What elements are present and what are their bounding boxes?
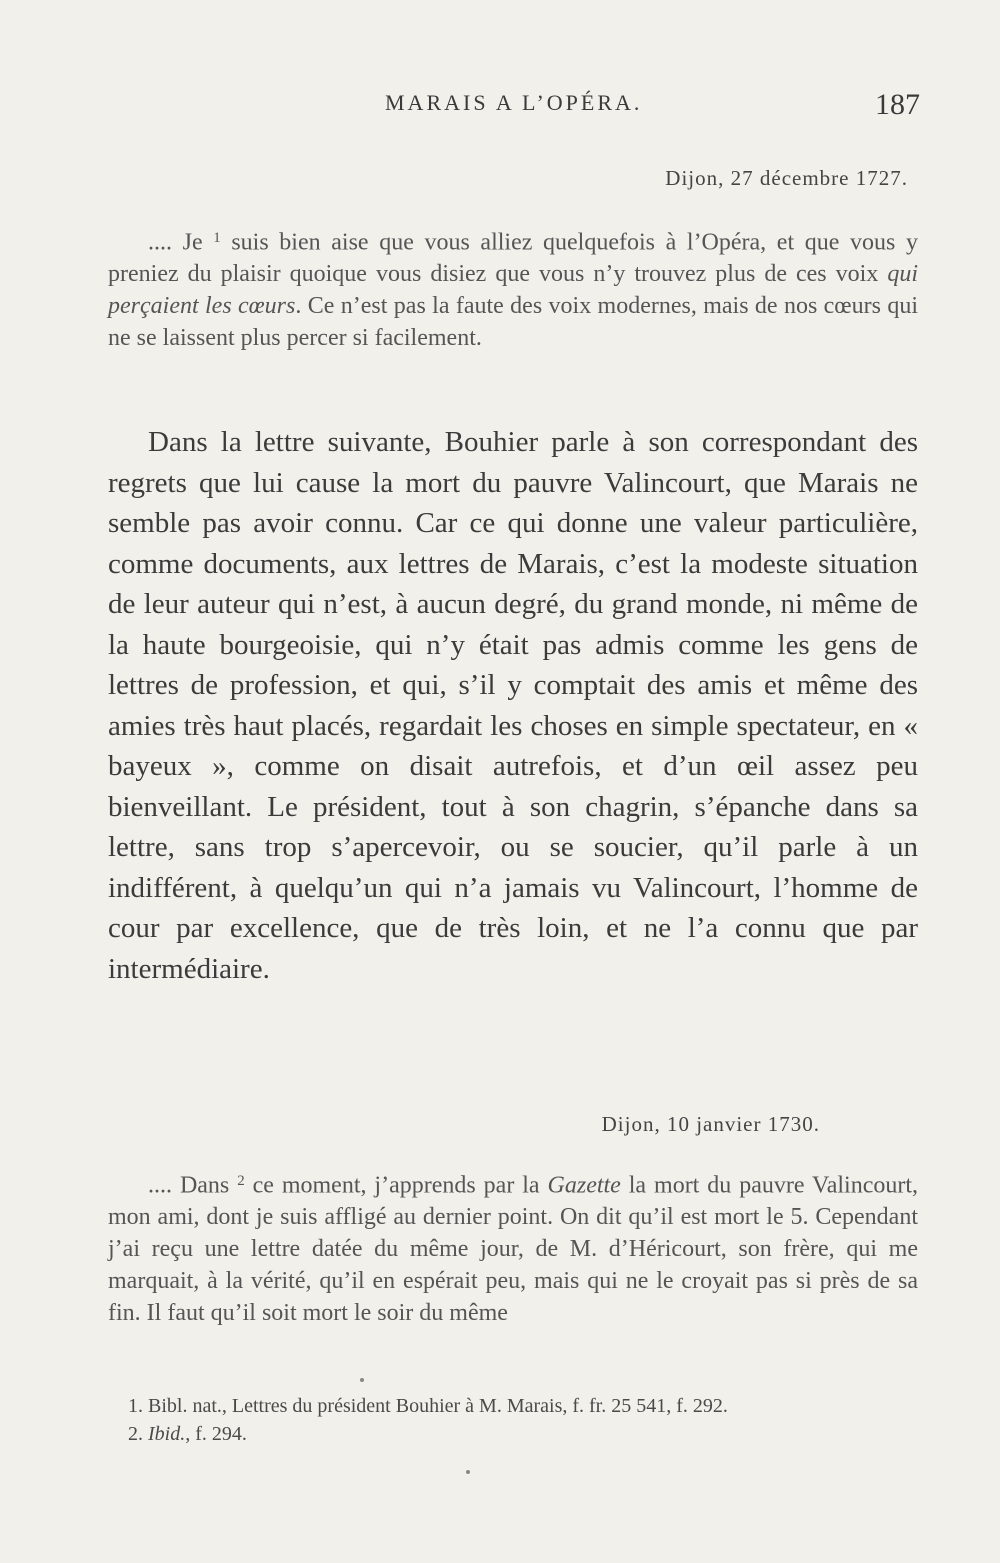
letter-lead: .... Je: [148, 229, 203, 256]
letter-excerpt: [108, 222, 918, 354]
body-paragraph: [108, 422, 918, 989]
paragraph-text: Dans la lettre suivante, Bouhier parle à son correspondant des regrets que lui cause la mort du pauvre Valincourt, que Marais ne semble pas avoir connu. Car ce qui donne une valeur particulière, comme documents, aux lettres de Marais, c’est la modeste situation de leur auteur qui n’est, à aucun degré, du grand monde, ni même de la haute bourgeoisie, qui n’y était pas admis comme les gens de lettres de profession, et qui, s’il y comptait des amis et même des amies très haut placés, regardait les choses en simple spectateur, en « bayeux », comme on disait autrefois, et d’un œil assez peu bienveillant. Le président, tout à son chagrin, s’épanche dans sa lettre, sans trop s’apercevoir, ou se soucier, qu’il parle à un indifférent, à quelqu’un qui n’a jamais vu Valincourt, l’homme de cour par excellence, que de très loin, et ne l’a connu que par intermédiaire.: [108, 426, 918, 985]
footnote-ref: 2: [237, 1173, 245, 1189]
ink-speck: [360, 1378, 364, 1382]
letter-dateline: Dijon, 27 décembre 1727.: [665, 166, 908, 190]
letter-excerpt: [108, 1165, 918, 1329]
gazette-title: Gazette: [547, 1172, 621, 1199]
footnote-number: 2.: [128, 1423, 143, 1445]
footnote-ref: 1: [213, 230, 221, 246]
letter-dateline: Dijon, 10 janvier 1730.: [601, 1112, 820, 1136]
page-header: [105, 88, 920, 128]
letter-quote: qui perçaient les cœurs: [108, 261, 918, 320]
footnotes: [108, 1392, 908, 1448]
footnote-text: Bibl. nat., Lettres du président Bouhier à M. Marais, f. fr. 25 541, f. 292.: [148, 1395, 728, 1417]
letter-text: ce moment, j’apprends par la: [244, 1172, 548, 1199]
footnote-text: , f. 294.: [185, 1423, 247, 1445]
footnote: [108, 1392, 908, 1420]
footnote-number: 1.: [128, 1395, 143, 1417]
letter-lead: .... Dans: [148, 1172, 230, 1199]
letter-text: . Ce n’est pas la faute des voix modernes, mais de nos cœurs qui ne se laissent plus percer si facilement.: [108, 293, 919, 352]
letter-text: la mort du pauvre Valincourt, mon ami, dont je suis affligé au dernier point. On dit qu’il est mort le 5. Cependant j’ai reçu une lettre datée du même jour, de M. d’Héricourt, son frère, qui me marquait, à la vérité, qu’il en espérait peu, mais qui ne le croyait pas si près de sa fin. Il faut qu’il soit mort le soir du même: [108, 1172, 919, 1327]
running-title: MARAIS A L’OPÉRA.: [385, 90, 643, 115]
letter-text: suis bien aise que vous alliez quelquefois à l’Opéra, et que vous y preniez du plaisir quoique vous disiez que vous n’y trouvez plus de ces voix: [108, 229, 919, 288]
ink-speck: [466, 1470, 470, 1474]
footnote-ibid: Ibid.: [148, 1423, 186, 1445]
footnote: [108, 1420, 908, 1448]
page-number: 187: [875, 88, 920, 121]
